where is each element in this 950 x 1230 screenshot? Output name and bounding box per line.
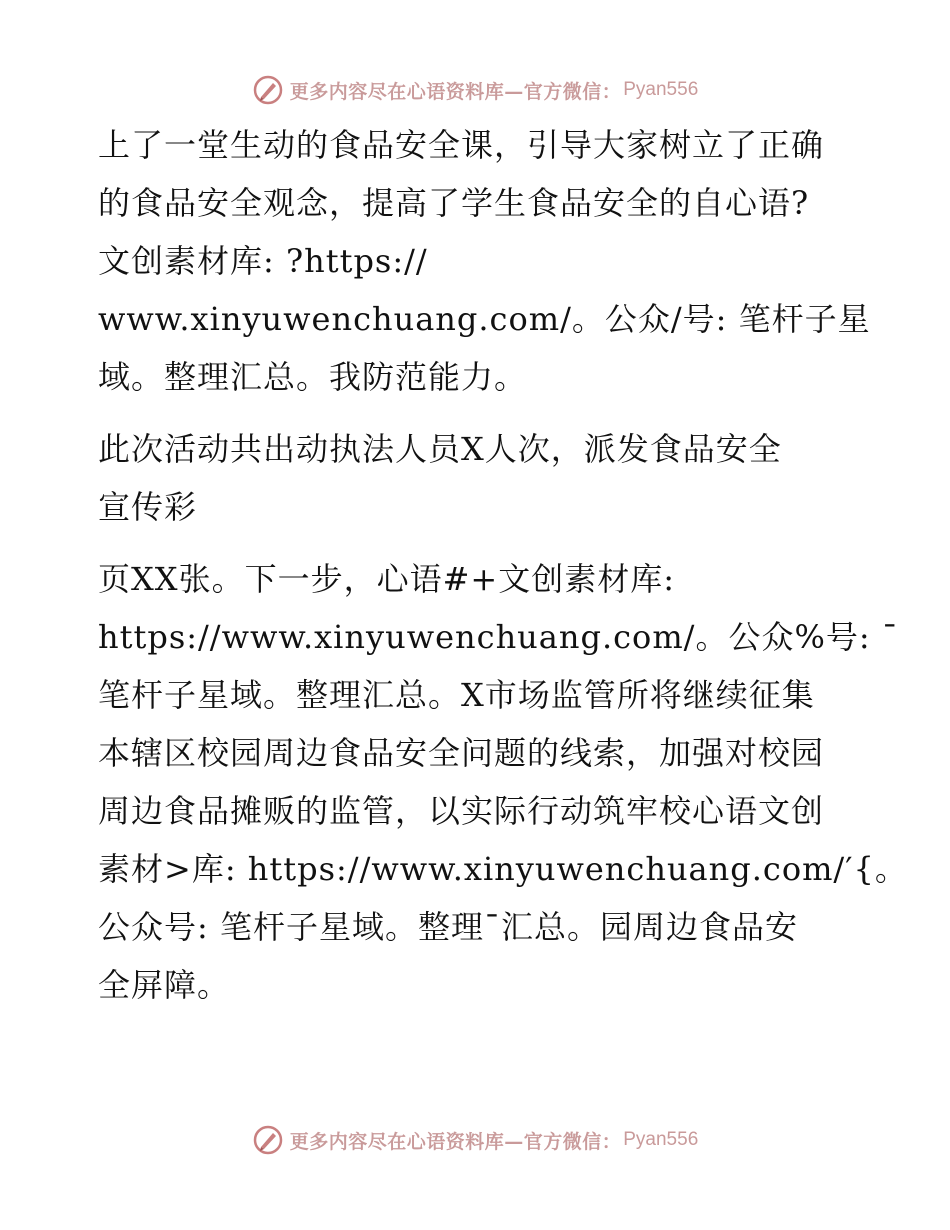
text-line: 域。整理汇总。我防范能力。 xyxy=(98,358,528,396)
text-line: 素材>库: https://www.xinyuwenchuang.com/′{。 xyxy=(98,850,908,888)
text-line: 此次活动共出动执法人员X人次，派发食品安全 xyxy=(98,430,782,468)
text-line: www.xinyuwenchuang.com/。公众/号: 笔杆子星 xyxy=(98,300,871,338)
text-line: 上了一堂生动的食品安全课，引导大家树立了正确 xyxy=(98,126,825,164)
text-line: 周边食品摊贩的监管，以实际行动筑牢校心语文创 xyxy=(98,792,825,830)
text-line: 宣传彩 xyxy=(98,488,198,526)
banner-handle: Pyan556 xyxy=(623,1129,699,1150)
document-body xyxy=(98,116,908,1014)
header-banner xyxy=(0,70,950,110)
text-line: 公众号: 笔杆子星域。整理¯汇总。园周边食品安 xyxy=(98,908,798,946)
banner-handle: Pyan556 xyxy=(623,79,699,100)
banner-text: 更多内容尽在心语资料库—官方微信： xyxy=(289,80,622,103)
text-line: 页XX张。下一步，心语#+文创素材库: xyxy=(98,560,675,598)
banner-text: 更多内容尽在心语资料库—官方微信： xyxy=(289,1130,622,1153)
pen-logo-icon xyxy=(252,74,284,106)
text-line: https://www.xinyuwenchuang.com/。公众%号: ¯ xyxy=(98,618,899,656)
text-line: 笔杆子星域。整理汇总。X市场监管所将继续征集 xyxy=(98,676,815,714)
paragraph-gap xyxy=(98,536,858,550)
paragraph-3 xyxy=(98,550,908,1014)
text-line: 全屏障。 xyxy=(98,966,231,1004)
paragraph-gap xyxy=(98,406,858,420)
text-line: 本辖区校园周边食品安全问题的线索，加强对校园 xyxy=(98,734,825,772)
text-line: 文创素材库: ?https:// xyxy=(98,242,428,280)
pen-logo-icon xyxy=(252,1124,284,1156)
text-line: 的食品安全观念，提高了学生食品安全的自心语? xyxy=(98,184,810,222)
paragraph-2 xyxy=(98,420,858,536)
footer-banner xyxy=(0,1120,950,1160)
paragraph-1 xyxy=(98,116,871,406)
